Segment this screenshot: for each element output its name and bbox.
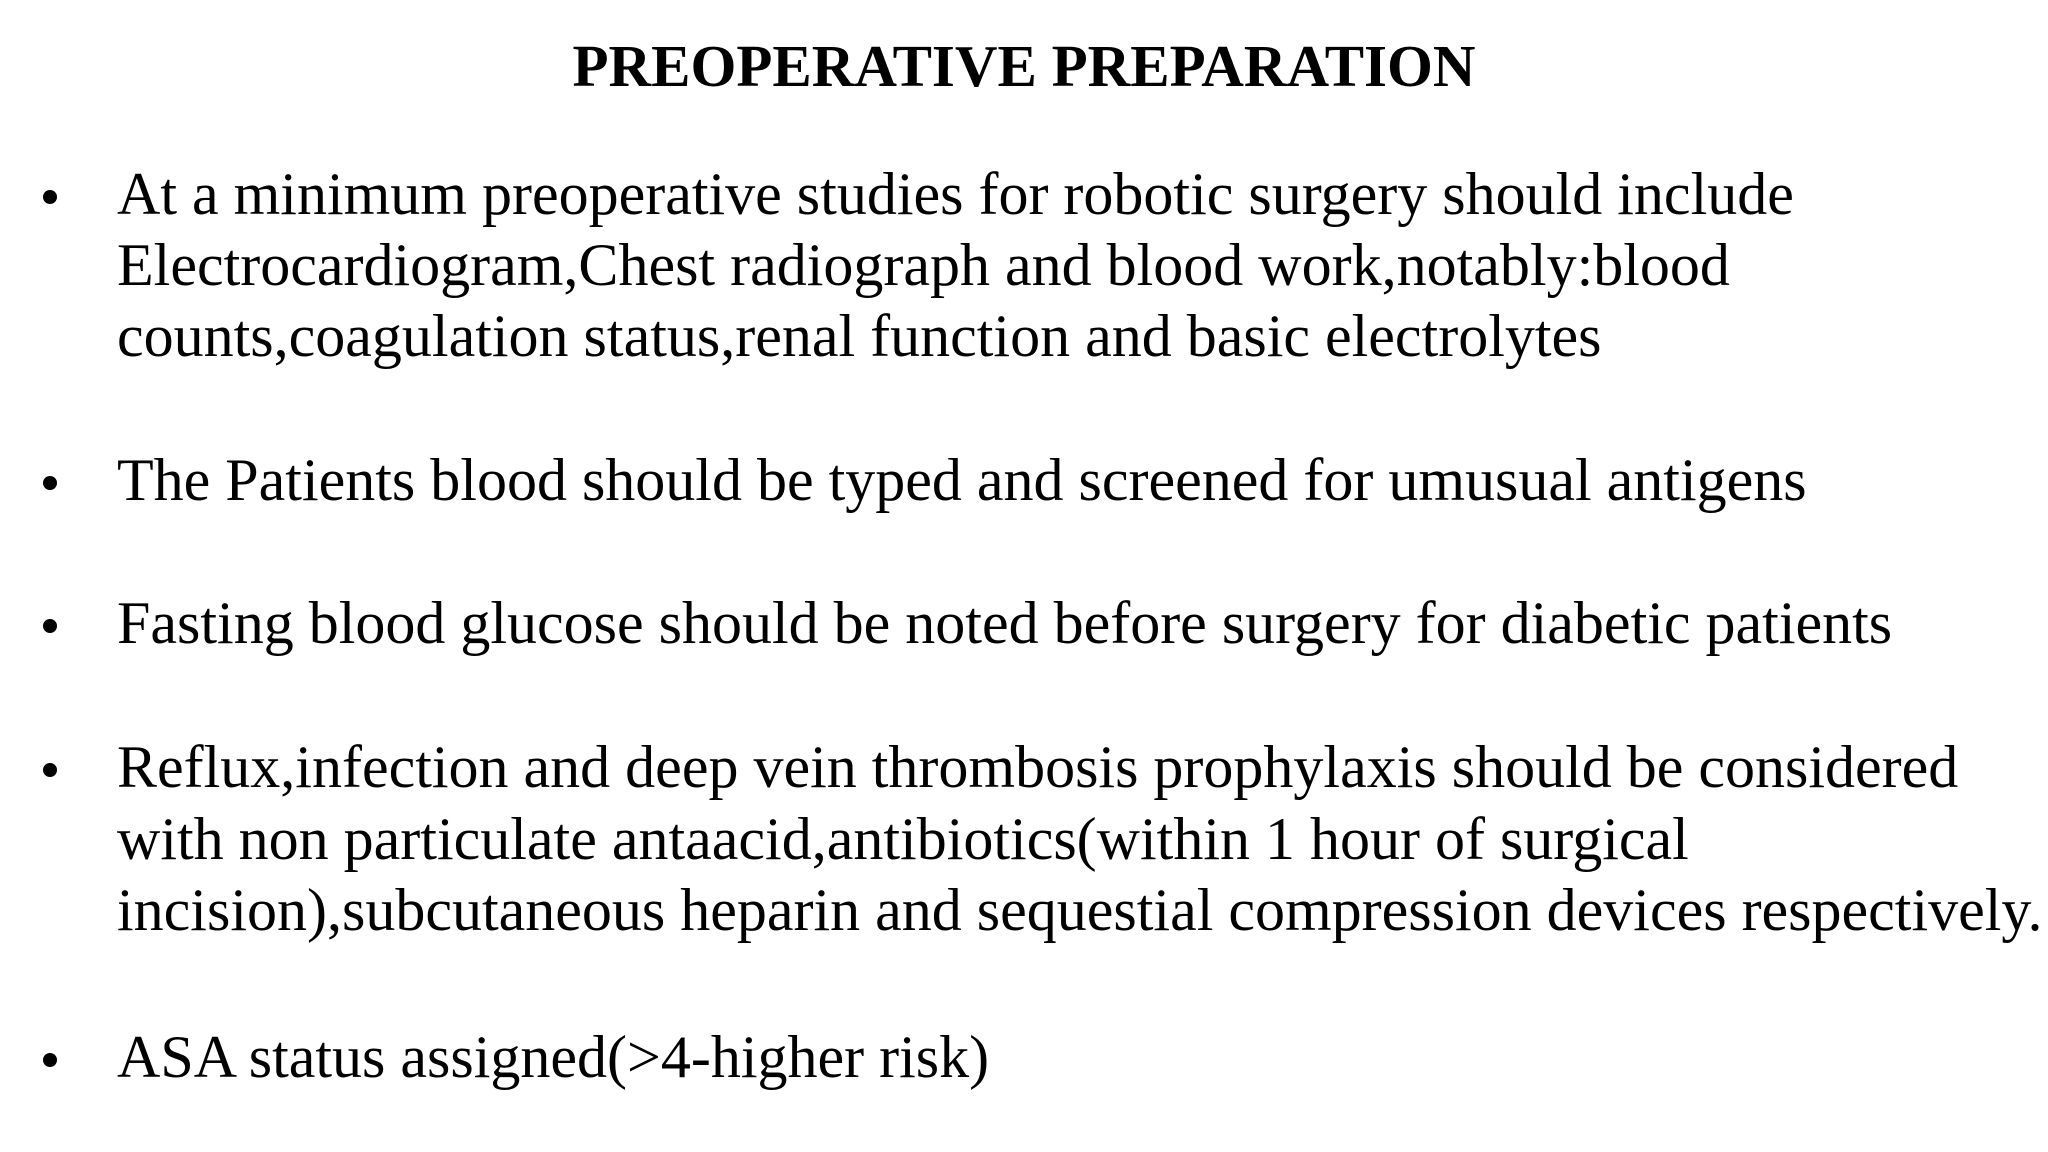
- bullet-text-line: At a minimum preoperative studies for robotic surgery should include: [117, 161, 1794, 227]
- bullet-text-line: Reflux,infection and deep vein thrombosis prophylaxis should be considered: [117, 734, 1959, 800]
- bullet-text-line: Fasting blood glucose should be noted before surgery for diabetic patients: [117, 590, 1893, 656]
- bullet-text-line: with non particulate antaacid,antibiotics(within 1 hour of surgical: [117, 806, 1689, 872]
- bullet-text-line: ASA status assigned(>4-higher risk): [117, 1024, 990, 1090]
- bullet-text-line: counts,coagulation status,renal function and basic electrolytes: [117, 303, 1602, 369]
- bullet-text-line: Electrocardiogram,Chest radiograph and blood work,notably:blood: [117, 232, 1730, 298]
- bullet-text-line: The Patients blood should be typed and screened for umusual antigens: [117, 447, 1807, 513]
- bullet-text-line: incision),subcutaneous heparin and sequestial compression devices respectively.: [117, 877, 2043, 943]
- slide-title: PREOPERATIVE PREPARATION: [572, 33, 1476, 99]
- bullet-icon: [43, 476, 57, 490]
- bullet-icon: [43, 190, 57, 204]
- bullet-icon: [43, 1053, 57, 1067]
- bullet-icon: [43, 619, 57, 633]
- bullet-icon: [43, 763, 57, 777]
